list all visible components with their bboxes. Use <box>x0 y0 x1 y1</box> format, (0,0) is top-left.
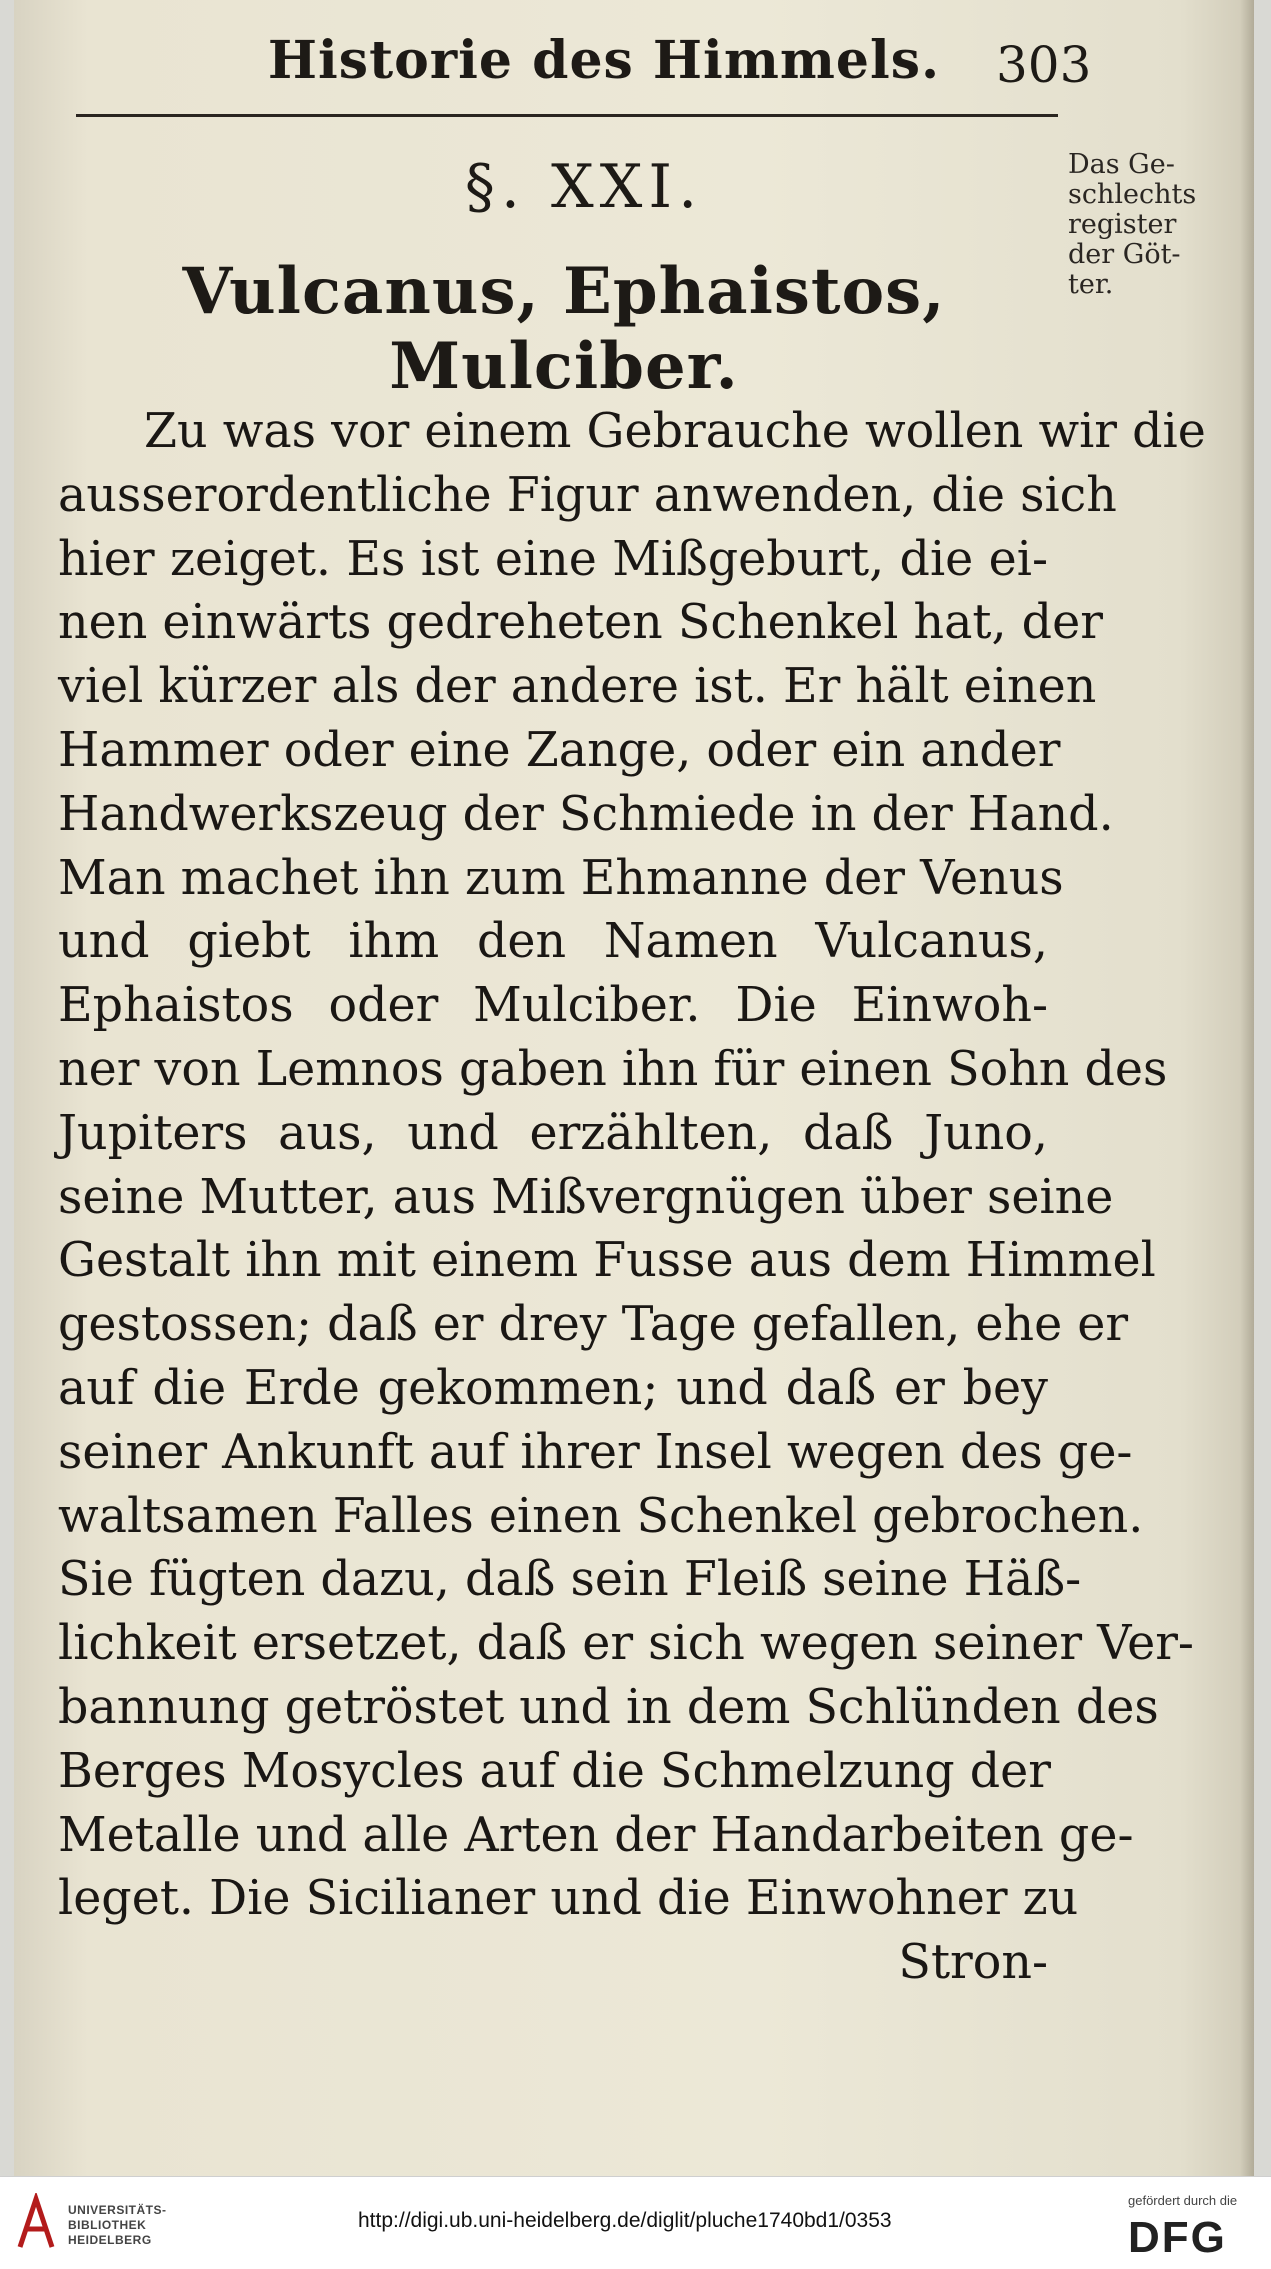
body-line: Sie fügten dazu, daß sein Fleiß seine Häß- <box>58 1552 1082 1608</box>
body-line: lichkeit ersetzet, daß er sich wegen seiner Ver- <box>58 1616 1194 1672</box>
body-line: viel kürzer als der andere ist. Er hält einen <box>58 659 1097 715</box>
body-line: auf die Erde gekommen; und daß er bey <box>58 1360 1048 1416</box>
dfg-logo: DFG <box>1128 2213 1227 2262</box>
running-title: Historie des Himmels. <box>267 30 941 91</box>
body-line: Hammer oder eine Zange, oder ein ander <box>58 722 1061 778</box>
body-line: bannung getröstet und in dem Schlünden des <box>58 1679 1159 1735</box>
body-line: seine Mutter, aus Mißvergnügen über seine <box>58 1169 1114 1225</box>
body-line: und giebt ihm den Namen Vulcanus, <box>58 914 1048 970</box>
margin-note-line: register <box>1068 209 1177 240</box>
body-line: Ephaistos oder Mulciber. Die Einwoh- <box>58 978 1048 1034</box>
body-line: Berges Mosycles auf die Schmelzung der <box>58 1743 1051 1799</box>
margin-note-line: schlechts <box>1068 179 1197 210</box>
viewer-footer <box>0 2176 1271 2269</box>
body-line: nen einwärts gedreheten Schenkel hat, der <box>58 595 1103 651</box>
header-rule <box>76 114 1058 117</box>
body-line: Zu was vor einem Gebrauche wollen wir die <box>144 404 1206 459</box>
library-logo-icon <box>14 2193 58 2253</box>
body-line: gestossen; daß er drey Tage gefallen, ehe er <box>58 1297 1129 1353</box>
library-name: UNIVERSITÄTS- BIBLIOTHEK HEIDELBERG <box>68 2203 167 2247</box>
catchword: Stron- <box>898 1935 1048 1991</box>
page-number: 303 <box>996 36 1092 94</box>
body-line: Man machet ihn zum Ehmanne der Venus <box>58 850 1064 906</box>
body-line: waltsamen Falles einen Schenkel gebrochen. <box>58 1488 1144 1544</box>
body-line: ner von Lemnos gaben ihn für einen Sohn des <box>58 1041 1168 1097</box>
section-title: Vulcanus, Ephaistos, Mulciber. <box>182 254 946 404</box>
body-line: seiner Ankunft auf ihrer Insel wegen des ge- <box>58 1424 1133 1480</box>
margin-note-line: der Göt- <box>1068 239 1181 270</box>
body-line: ausserordentliche Figur anwenden, die sich <box>58 467 1117 523</box>
body-line: leget. Die Sicilianer und die Einwohner zu <box>58 1871 1079 1927</box>
margin-note <box>1068 150 1218 300</box>
permalink-url[interactable]: http://digi.ub.uni-heidelberg.de/diglit/pluche1740bd1/0353 <box>358 2209 892 2232</box>
body-line: Metalle und alle Arten der Handarbeiten ge- <box>58 1807 1134 1863</box>
body-line: hier zeiget. Es ist eine Mißgeburt, die ei- <box>58 531 1048 587</box>
book-page <box>14 0 1254 2176</box>
body-line: Handwerkszeug der Schmiede in der Hand. <box>58 786 1114 842</box>
margin-note-line: ter. <box>1068 269 1114 300</box>
body-line: Jupiters aus, und erzählten, daß Juno, <box>58 1105 1048 1161</box>
margin-note-line: Das Ge- <box>1068 149 1175 180</box>
body-text <box>58 400 1206 1995</box>
section-number: §. XXI. <box>464 152 704 222</box>
body-line: Gestalt ihn mit einem Fusse aus dem Himmel <box>58 1233 1156 1289</box>
funded-by-label: gefördert durch die <box>1128 2193 1238 2208</box>
